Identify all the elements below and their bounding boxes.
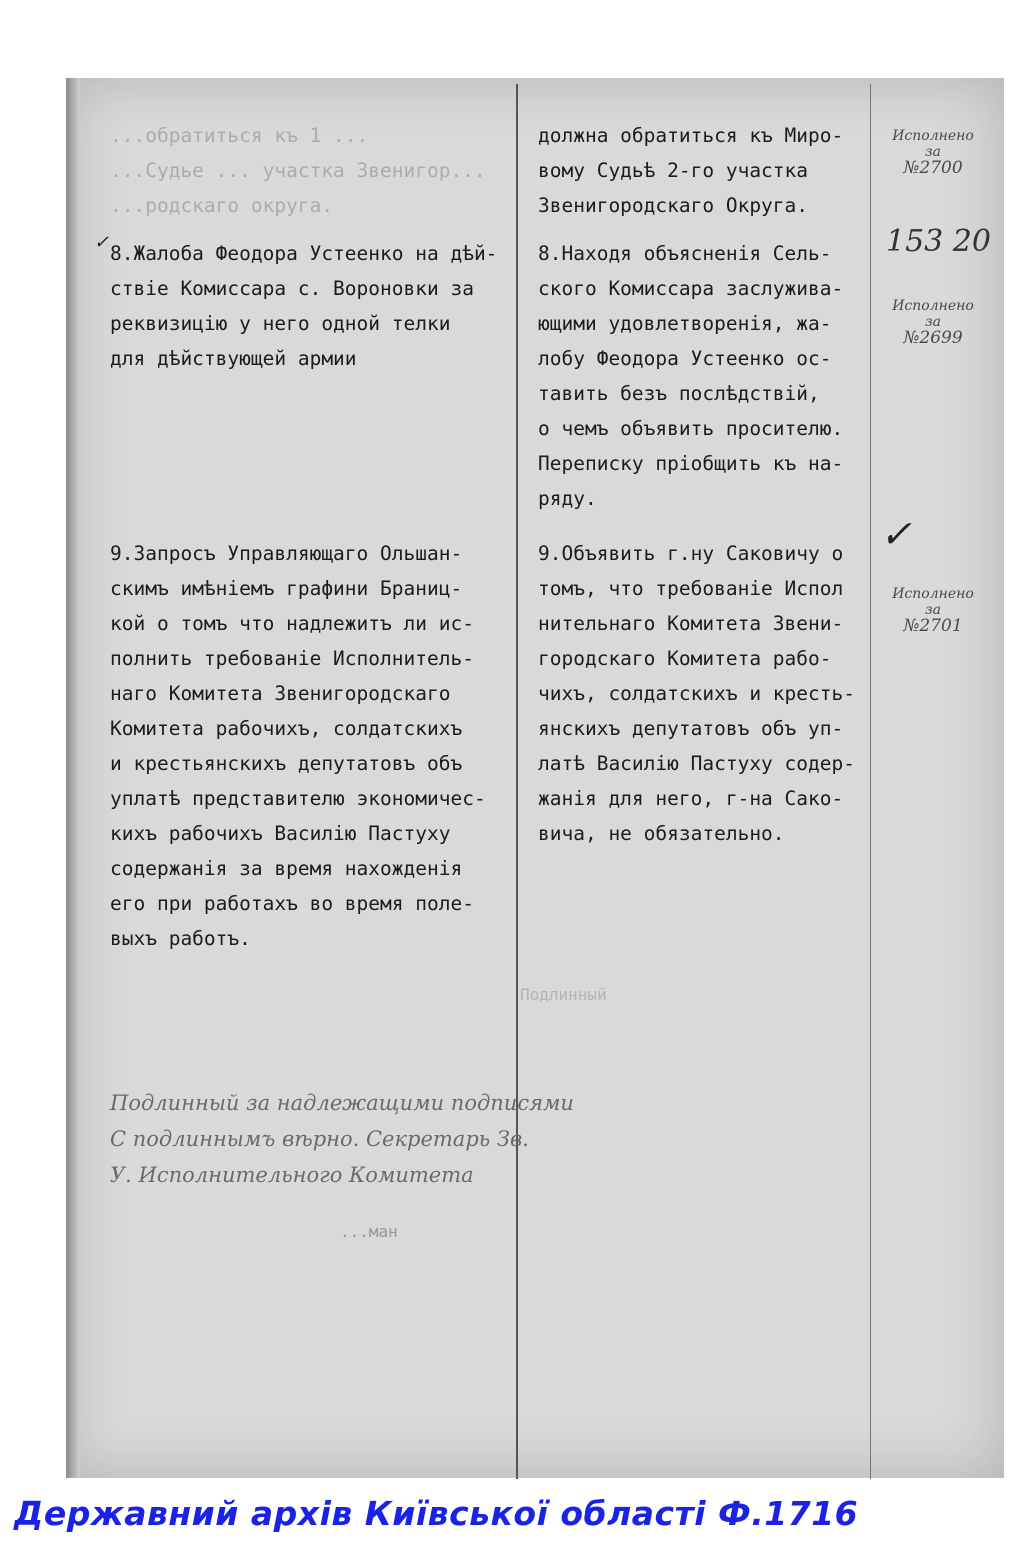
margin-note-2: Исполнено за №2699: [892, 298, 974, 348]
right-header: должна обратиться къ Миро- вому Судьѣ 2-го участка Звенигородскаго Округа.: [538, 124, 844, 217]
check-mark-icon: ✓: [880, 512, 912, 556]
check-mark-icon: ✓: [94, 232, 110, 253]
item-8-request: 8.Жалоба Феодора Устеенко на дѣй- ствіе Комиссара с. Вороновки за реквизицію у него одной телки для дѣйствующей армии: [110, 242, 498, 370]
item-9-request: 9.Запросъ Управляющаго Ольшан- скимъ имѣніемъ графини Браниц- кой о томъ что надлежитъ ли ис- полнить требованіе Исполнитель- наго Комитета Звенигородскаго Комитета рабочихъ, солдатскихъ и крестьянскихъ депутатовъ объ уплатѣ представителю экономичес- кихъ рабочихъ Василію Пастуху содержанія за время нахожденія его при работахъ во время поле- выхъ работъ.: [110, 542, 486, 950]
margin-big-number: 153 20: [886, 224, 991, 259]
bottom-stamp: ...ман: [340, 1222, 398, 1241]
item-9-decision: 9.Объявить г.ну Саковичу о томъ, что требованіе Испол нительнаго Комитета Звени- городскаго Комитета рабо- чихъ, солдатскихъ и кресть- янскихъ депутатовъ объ уп- латѣ Василію Пастуху содер- жанія для него, г-на Сако- вича, не обязательно.: [538, 542, 855, 845]
column-divider: [516, 84, 518, 1479]
item-8-decision: 8.Находя объясненія Сель- ского Комиссара заслужива- ющими удовлетворенія, жа- лобу Феодора Устеенко ос- тавить безъ послѣдствій, о чемъ объявить просителю. Переписку пріобщить къ на- ряду.: [538, 242, 844, 510]
archive-watermark: Державний архів Київської області Ф.1716: [14, 1494, 859, 1533]
margin-note-1: Исполнено за №2700: [892, 128, 974, 178]
faint-stamp: Подлинный: [520, 985, 607, 1004]
margin-rule: [870, 84, 871, 1479]
handwritten-footnote: Подлинный за надлежащими подписями С подлиннымъ вѣрно. Секретарь Зв. У. Исполнительного Комитета: [110, 1091, 574, 1187]
margin-note-3: Исполнено за №2701: [892, 586, 974, 636]
left-header-faint: ...обратиться къ 1 ... ...Судье ... участка Звенигор... ...родскаго округа.: [110, 124, 486, 217]
